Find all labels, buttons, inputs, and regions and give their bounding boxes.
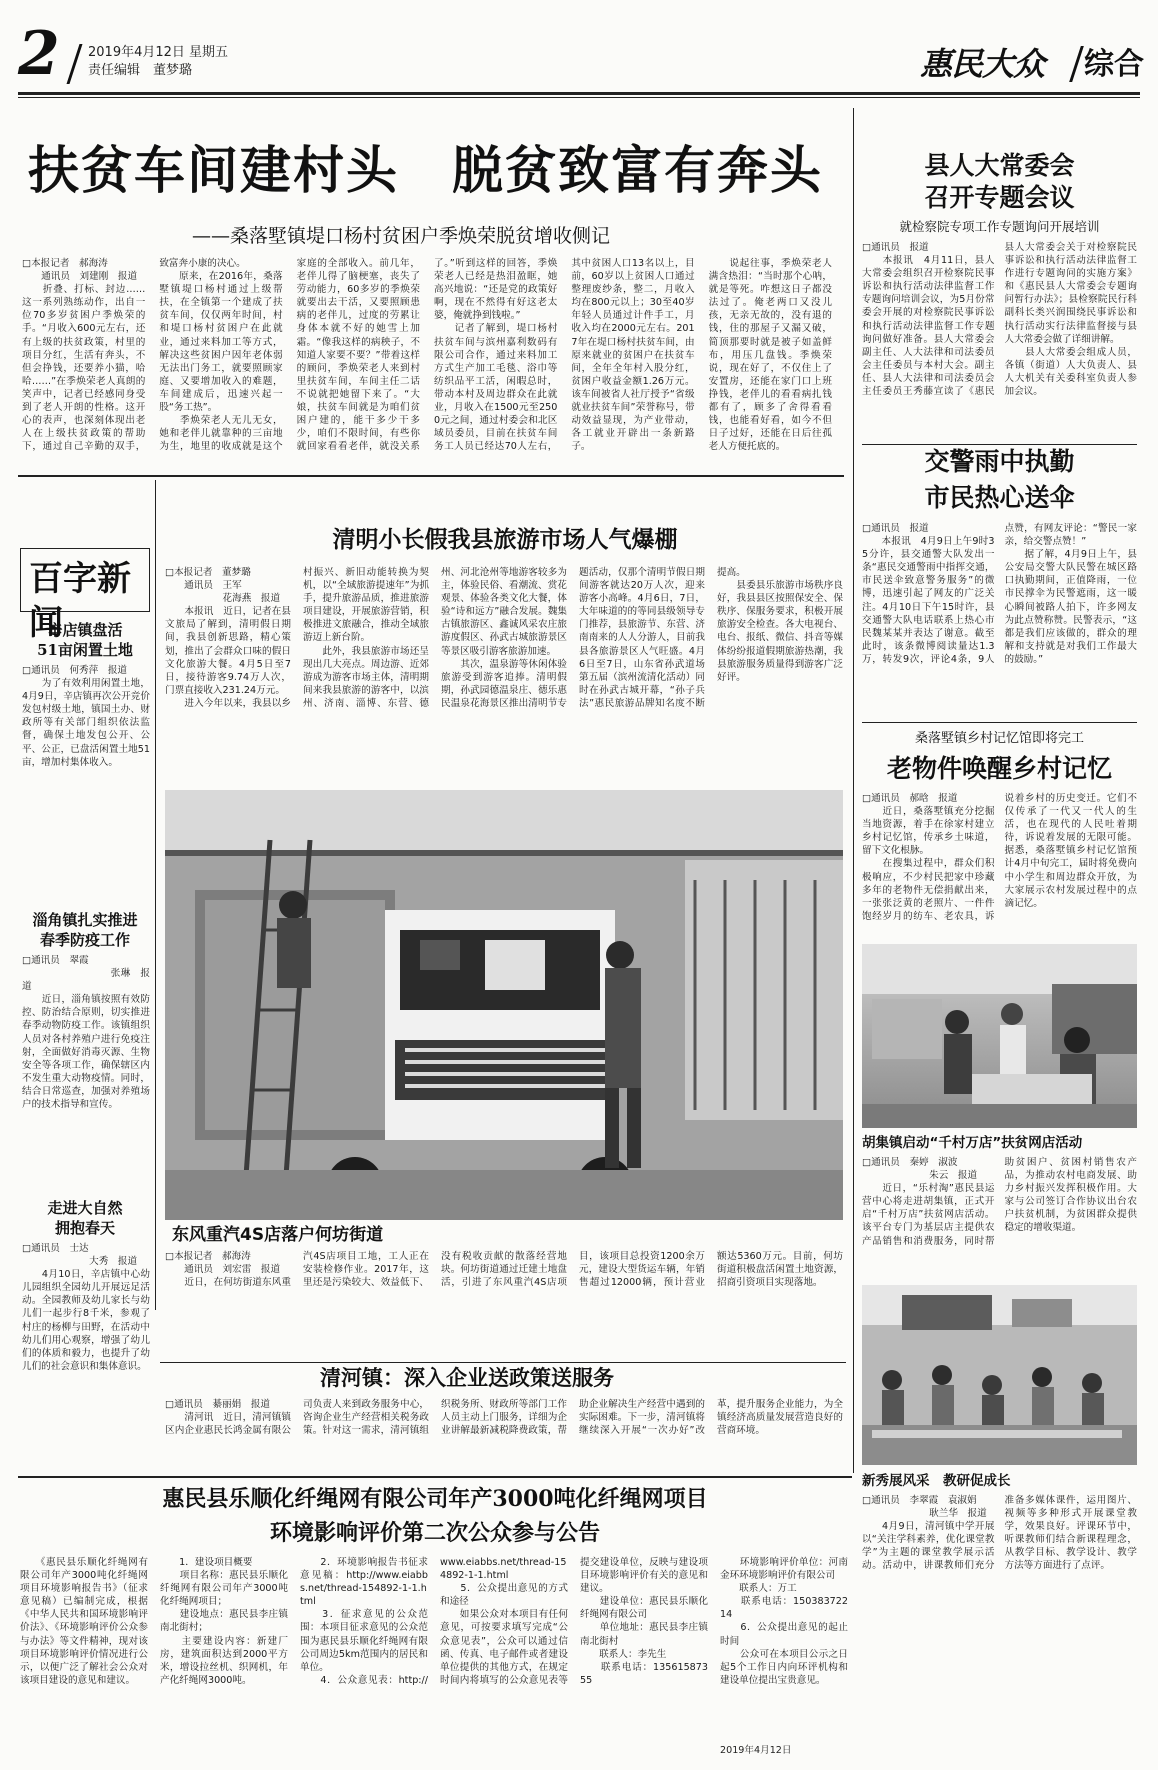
memory-body: □通讯员 郝晗 报道 近日，桑落墅镇充分挖掘当地资源，着手在徐家村建立乡村记忆馆，传承乡土味道，留下文化根脉。 在搜集过程中，群众们积极响应，不少村民把家中珍藏多年的老物件无偿捐献出来，一张张泛黄的老照片、一件件饱经岁月的纺车、老农具，诉说着乡村的历史变迁。它们不仅传承了一代又一代人的生活，也在现代的人民吐着期待，诉说着发展的无限可能。据悉，桑落墅镇乡村记忆馆预计4月中旬完工，届时将免费向中小学生和周边群众开放，为大家展示农村发展过程中的点滴记忆。: [862, 793, 1137, 922]
flash-item3-headline-line2: 拥抱春天: [54, 1219, 115, 1237]
truck-bottom-rule: [160, 1362, 846, 1363]
truck-photo-image: [165, 790, 843, 1220]
classroom-photo-image: [862, 1285, 1137, 1465]
memory-headline: 老物件唤醒乡村记忆: [886, 754, 1112, 783]
traffic-headline-line2: 市民热心送伞: [924, 483, 1075, 512]
column-separator-right: [853, 108, 854, 1473]
section-name: 综合: [1084, 47, 1144, 82]
tourism-headline: 清明小长假我县旅游市场人气爆棚: [332, 526, 678, 553]
classroom-body: □通讯员 李翠霞 袁淑娟 耿兰华 报道 4月9日，清河镇中学开展以“关注学科素养，优化课堂教学”为主题的课堂教学展示活动。活动中，讲课教师们充分准备多媒体课件，运用图片、视频等多种形式开展课堂教学，效果良好。评课环节中，听课教师们结合新课程理念，从教学目标、教学设计、教学方法等方面进行了点评。: [862, 1495, 1137, 1572]
notice-headline-line1: 惠民县乐顺化纤绳网有限公司年产3000吨化纤绳网项目: [162, 1486, 708, 1512]
flash-item1-headline-line1: 辛店镇盘活: [47, 621, 123, 639]
masthead-rule-thin: [18, 97, 1140, 98]
village-store-photo: [862, 944, 1137, 1128]
npc-subhead: 就检察院专项工作专题询问开展培训: [899, 219, 1100, 234]
flash-item3-headline-line1: 走进大自然: [47, 1199, 123, 1217]
page-number: 2: [18, 19, 60, 89]
npc-headline-line2: 召开专题会议: [924, 183, 1075, 212]
traffic-body: □通讯员 报道 本报讯 4月9日上午9时35分许，县交通警大队发出一条“惠民交通警雨中指挥交通，市民送伞致意警务服务”的微博，迅速引起了网友的广泛关注。4月10日下午15时许，县交通警大队电话联系上热心市民魏某某并表达了谢意。截至此时，该条微博阅读量达1.3万，转发9次，评论4条，9人点赞，有网友评论：“警民一家亲，给交警点赞！” 据了解，4月9日上午，县公安局交警大队民警在城区路口执勤期间，正值降雨，一位市民撑伞为民警遮雨，这一暖心瞬间被路人拍下，许多网友为此点赞称赞。民警表示，“这都是我们应该做的，群众的理解和支持就是对我们工作最大的鼓励。”: [862, 523, 1137, 665]
memory-kicker: 桑落墅镇乡村记忆馆即将完工: [914, 731, 1084, 746]
village-store-caption: 胡集镇启动“千村万店”扶贫网店活动: [862, 1135, 1083, 1151]
npc-headline-line1: 县人大常委会: [924, 151, 1075, 180]
truck-caption: 东风重汽4S店落户何坊街道: [172, 1225, 384, 1245]
flash-item2-body: □通讯员 翠霞 张琳 报道 近日，淄角镇按照有效防控、防治结合原则，切实推进春季动物防疫工作。该镇组织人员对各村养殖户进行免疫注射，全面做好消毒灭源、生物安全等各项工作，确保辖区内不发生重大动物疫情。同时，结合日常巡查，加强对养殖场户的技术指导和宣传。: [22, 955, 150, 1111]
section-slash: [1069, 46, 1084, 82]
notice-date: 2019年4月12日: [720, 1745, 792, 1756]
notice-top-rule: [18, 1476, 852, 1478]
qinghe-body: □通讯员 綦丽娟 报道 清河讯 近日，清河镇镇区内企业惠民长鸿金属有限公司负责人来到政务服务中心，咨询企业生产经营相关税务政策。针对这一需求，清河镇组织税务所、财政所等部门工作人员主动上门服务，详细为企业讲解最新减税降费政策，帮助企业解决生产经营中遇到的实际困难。下一步，清河镇将继续深入开展“一次办好”改革，提升服务企业能力，为全镇经济高质量发展营造良好的营商环境。: [165, 1399, 843, 1437]
npc-body: □通讯员 报道 本报讯 4月11日，县人大常委会组织召开检察院民事诉讼和执行活动法律监督工作专题询问培训会议，为5月份常委会开展的对检察院民事诉讼和执行活动法律监督工作专题询问做好准备。县人大常委会副主任、人大法律和司法委员会主任委员与本村大会。副主任、县人大法律和司法委员会主任委员王秀藤宣读了《惠民县人大常委会关于对检察院民事诉讼和执行活动法律监督工作进行专题询问的实施方案》和《惠民县人大常委会专题询问暂行办法》；县检察院民行科副科长类兴润围绕民事诉讼和执行活动实行法律监督接与县人大常委会做了详细讲解。 县人大常委会组成人员，各镇（街道）人大负责人、县人大机关有关委科室负责人参加会议。: [862, 242, 1137, 398]
editor-line: 责任编辑 董梦璐: [88, 63, 193, 78]
flash-item2-headline-line1: 淄角镇扎实推进: [32, 911, 138, 929]
masthead-rule: [18, 92, 1140, 95]
traffic-headline-line1: 交警雨中执勤: [924, 447, 1075, 476]
tourism-body: □本报记者 董梦璐 通讯员 王军 花海燕 报道 本报讯 近日，记者在县文旅局了解到，清明假日期间，我县创新思路，精心策划，推出了会群众口味的假日文化旅游大餐。4月5日至7日，接待游客9.74万人次，门票直接收入231.24万元。 进入今年以来，我县以乡村振兴、新旧动能转换为契机，以“全域旅游提速年”为抓手，提升旅游品质，推进旅游项目建设，开展旅游营销，积极推进文旅融合，推动全域旅游迈上新台阶。 此外，我县旅游市场还呈现出几大亮点。周边游、近郊游成为游客市场主体，清明期间来我县旅游的游客中，以滨州、济南、淄博、东营、德州、河北沧州等地游客较多为主，体验民俗、看潮流、赏花观景、体验各类文化大餐，体验“诗和远方”融合发展。魏集古镇旅游区、鑫诚风采农庄旅游度假区、孙武古城旅游景区等景区吸引游客旅游加速。 其次，温泉游等休闲体验旅游受到游客追捧。清明假期，孙武园德温泉庄、德乐惠民温泉花海景区推出清明节专题活动，仅那个清明节假日期间游客就达20万人次，迎来游客小高峰。4月6日，7日，大年味道的的等同县级领导专门推荐，县旅游节、东营、济南南来的人人分游人，目前我县各旅游景区人气旺盛。4月6日至7日，山东省孙武道场第五届（滨州流清化活动）同时在孙武古城开幕，“孙子兵法”惠民旅游品牌知名度不断提高。 县委县乐旅游市场秩序良好，我县县区按照保安全、保秩序、保服务要求，积极开展旅游安全检查。各大电视台、电台、报纸、微信、抖音等媒体纷纷报道假期旅游热潮，我县旅游服务质量得到游客广泛好评。: [165, 567, 843, 709]
notice-headline-line2: 环境影响评价第二次公众参与公告: [269, 1520, 600, 1546]
paper-name-logo: 惠民大众: [920, 45, 1045, 83]
village-store-body: □通讯员 秦婷 淑波 朱云 报道 近日，“乐村淘”惠民县运营中心将走进胡集镇，正式开启“千村万店”扶贫网店活动。该平台专门为基层店主提供农产品销售和消费服务，同时帮助贫困户、贫困村销售农产品，为推动农村电商发展、助力乡村振兴发挥积极作用。大家与公司签订合作协议出台农户扶贫机制，为贫困群众提供稳定的增收渠道。: [862, 1157, 1137, 1247]
flash-item1-body: □通讯员 何秀萍 报道 为了有效利用闲置土地，4月9日，辛店镇再次公开竞价发包村级土地，镇国土办、财政所等有关部门组织依法监督，确保土地发包公开、公平、公正，已盘活闲置土地51亩，增加村集体收入。: [22, 665, 150, 768]
date-line: 2019年4月12日 星期五: [88, 45, 229, 60]
flash-item3-body: □通讯员 士达 大秀 报道 4月10日，辛店镇中心幼儿园组织全园幼儿开展远足活动。全园教师及幼儿家长与幼儿们一起步行8千米，参观了村庄的杨柳与田野，在活动中幼儿们用心观察，增强了幼儿们的体质和毅力，也提升了幼儿们的社会意识和集体意识。: [22, 1243, 150, 1372]
column-separator-left: [155, 480, 156, 1310]
page-number-slash: [67, 44, 83, 84]
truck-photo: [165, 790, 843, 1220]
classroom-photo: [862, 1285, 1137, 1465]
traffic-bottom-rule: [862, 722, 1137, 723]
lead-body: □本报记者 郝海涛 通讯员 刘建刚 报道 折叠、打标、封边……这一系列熟练动作，出自一位70多岁贫困户季焕荣的手。“月收入600元左右，还有上级的扶贫政策，村里的项目分红，生活有奔头，不但会挣钱，还要养小猫，哈哈……”在季焕荣老人真朗的笑声中，记者已经感同身受到了老人开朗的性格。这开心的表声，也深刻体现出老人在上级扶贫政策的帮助下，通过自己辛勤的双手，致富奔小康的决心。 原来，在2016年，桑落墅镇堤口杨村通过上级帮扶，在全镇第一个建成了扶贫车间，仅仅两年时间，村和堤口杨村贫困户在此就业，通过来料加工等方式，解决这些贫困户因年老体弱无法出门务工，就要照顾家庭、又要增加收入的难题，车间建成后，迅速兴起一股“务工热”。 季焕荣老人无儿无女，她和老伴儿就靠种的三亩地为生，地里的收成就是这个家庭的全部收入。前几年，老伴儿得了脑梗塞，丧失了劳动能力，60多岁的季焕荣就要出去干活，又要照顾患病的老伴儿，过度的劳累让身体本就不好的她雪上加霜。“像我这样的病秧子，不知道人家要不要？”带着这样的顾问，季焕荣老人来到村里扶贫车间，车间主任二话不说就把她留下来了。“大娘，扶贫车间就是为咱们贫困户建的，能干多少干多少，咱们不限时间，有些你就回家看看老伴，就没关系了。”听到这样的回答，季焕荣老人已经是热泪盈眶，她高兴地说：“还是党的政策好啊，现在不然得有好这老太婆，俺就挣到钱啦。” 记者了解到，堤口杨村扶贫车间与滨州嘉利数码有限公司合作，通过来料加工方式生产加工毛毯、浴巾等纺织品平工活，闲暇总时，带动本村及周边群众在此就业，月收入在1500元至2500元之间，通过村委会和北区域员委员，目前在扶贫车间务工人员已经达70人左右，其中贫困人口13名以上，目前，60岁以上贫困人口通过整理废纱条，整二，月收入均在800元以上；30至40岁年轻人员通过计件手工，月收入均在2000元左右。2017年在堤口杨村扶贫车间，由原来就业的贫困户在扶贫车间，全年全年村入股分红，贫困户收益金额1.26万元。该车间被省人社厅授予“省级就业扶贫车间”荣誉称号，带动效益显现，为产业带动，各工就业开辟出一条新路子。 说起往事，季焕荣老人满含热泪：“当时那个心呐，就是等死。咋想这日子都没法过了。俺老两口又没儿孩，无亲无故的，没有退的钱，住的那屋子又漏又破，简顶那要时就是被子如盖鲜布，用压几盘钱。季焕荣说，现在好了，不仅住上了安置房，还能在家门口上班挣钱，老伴儿的看看病扎钱都有了，顾多了舍得看看钱，也能看好看，如今不但日子过好，还能在日后往孤老人方便托底的。: [22, 258, 832, 453]
lead-bottom-rule: [18, 475, 844, 477]
lead-subhead: ——桑落墅镇堤口杨村贫困户季焕荣脱贫增收侧记: [192, 225, 611, 247]
qinghe-headline: 清河镇：深入企业送政策送服务: [320, 1365, 614, 1390]
flash-item2-headline-line2: 春季防疫工作: [39, 931, 130, 949]
flash-item1-headline-line2: 51亩闲置土地: [37, 641, 133, 659]
classroom-caption: 新秀展风采 教研促成长: [862, 1473, 1011, 1489]
flash-news-title: 百字新闻: [29, 559, 131, 643]
lead-headline: 扶贫车间建村头 脱贫致富有奔头: [28, 141, 824, 201]
village-store-photo-image: [862, 944, 1137, 1128]
truck-body: □本报记者 郝海涛 通讯员 刘宏雷 报道 近日，在何坊街道东风重汽4S店项目工地，工人正在安装检修作业。2017年，这里还是污染较大、效益低下、没有税收贡献的散落经营地块。何坊街道通过迁建土地盘活，引进了东风重汽4S店项目，该项目总投资1200余万元，建设大型货运车辆，年销售超过12000辆，预计营业额达5360万元。目前，何坊街道积极盘活闲置土地资源，招商引资项目实现落地。: [165, 1251, 843, 1289]
notice-body: 《惠民县乐顺化纤绳网有限公司年产3000吨化纤绳网项目环境影响报告书》（征求意见稿）已编制完成，根据《中华人民共和国环境影响评价法》、《环境影响评价公众参与办法》等文件精神，现对该项目环境影响评价情况进行公示，以便广泛了解社会公众对该项目建设的意见和建议。 1．建设项目概要 项目名称：惠民县乐顺化纤绳网有限公司年产3000吨化纤绳网项目； 建设地点：惠民县李庄镇南北街村； 主要建设内容：新建厂房，建筑面积达到2000平方米，增设拉丝机、织网机，年产化纤绳网3000吨。 2．环境影响报告书征求意见稿：http://www.eiabbs.net/thread-154892-1-1.html 3．征求意见的公众范围：本项目征求意见的公众范围为惠民县乐顺化纤绳网有限公司周边5km范围内的居民和单位。 4．公众意见表：http://www.eiabbs.net/thread-154892-1-1.html 5．公众提出意见的方式和途径 如果公众对本项目有任何意见，可按要求填写完成“公众意见表”，公众可以通过信函、传真、电子邮件或者建设单位提供的其他方式，在规定时间内将填写的公众意见表等提交建设单位，反映与建设项目环境影响评价有关的意见和建议。 建设单位：惠民县乐顺化纤绳网有限公司 单位地址：惠民县李庄镇南北街村 联系人：李先生 联系电话：13561587355 环境影响评价单位：河南金环环境影响评价有限公司 联系人：万工 联系电话：15038372214 6．公众提出意见的起止时间 公众可在本项目公示之日起5个工作日内向环评机构和建设单位提出宝贵意见。: [20, 1557, 848, 1686]
